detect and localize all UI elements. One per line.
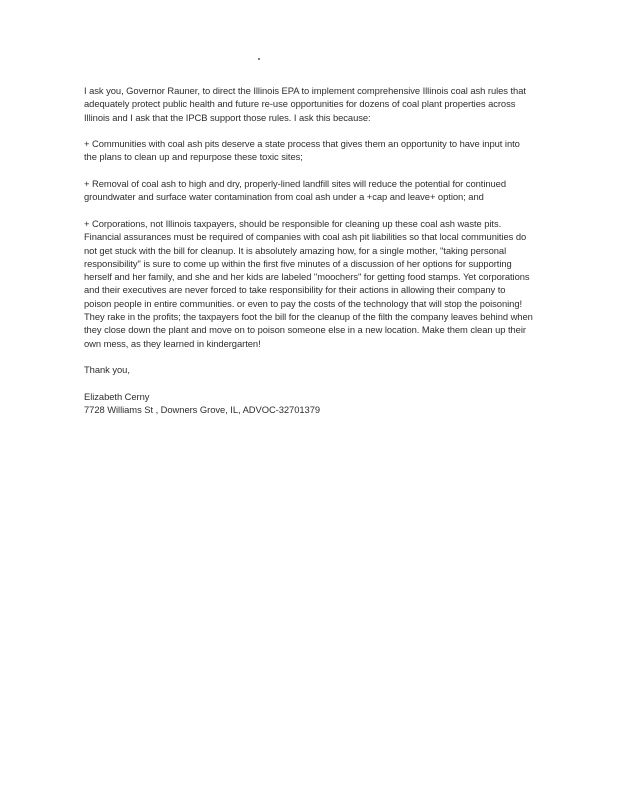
signature-name: Elizabeth Cerny — [84, 390, 150, 402]
bullet-paragraph-corporations: + Corporations, not Illinois taxpayers, should be responsible for cleaning up these coal ash waste pits. Financial assurances must be required of companies with coal ash pit liabilities so that local communities do not get stuck with the bill for cleanup. It is absolutely amazing how, for a single mother, "taking personal responsibility" is sure to come up within the first five minutes of a discussion of her options for supporting herself and her family, and she and her kids are labeled "moochers" for getting food stamps. Yet corporations and their executives are never forced to take responsibility for their actions in allowing their company to poison people in entire communities. or even to pay the costs of the technology that will stop the poisoning! They rake in the profits; the taxpayers foot the bill for the cleanup of the filth the company leaves behind when they close down the plant and move on to poison someone else in a new location. Make them clean up their own mess, as they learned in kindergarten! — [84, 217, 533, 349]
bullet-paragraph-community-input: + Communities with coal ash pits deserve a state process that gives them an opportunity to have input into the plans to clean up and repurpose these toxic sites; — [84, 138, 520, 163]
bullet-paragraph-removal: + Removal of coal ash to high and dry, properly-lined landfill sites will reduce the potential for continued groundwater and surface water contamination from coal ash under a +cap and leave+ option; and — [84, 178, 507, 203]
signature-address: 7728 Williams St , Downers Grove, IL, ADVOC-32701379 — [84, 404, 321, 416]
intro-paragraph: I ask you, Governor Rauner, to direct the Illinois EPA to implement comprehensive Illinois coal ash rules that adequately protect public health and future re-use opportunities for dozens of coal plant properties across Illinois and I ask that the IPCB support those rules. I ask this because: — [84, 85, 526, 123]
signature-block — [84, 390, 534, 417]
letter-body — [84, 84, 534, 416]
closing-line: Thank you, — [84, 364, 130, 376]
scan-speck — [258, 58, 260, 60]
